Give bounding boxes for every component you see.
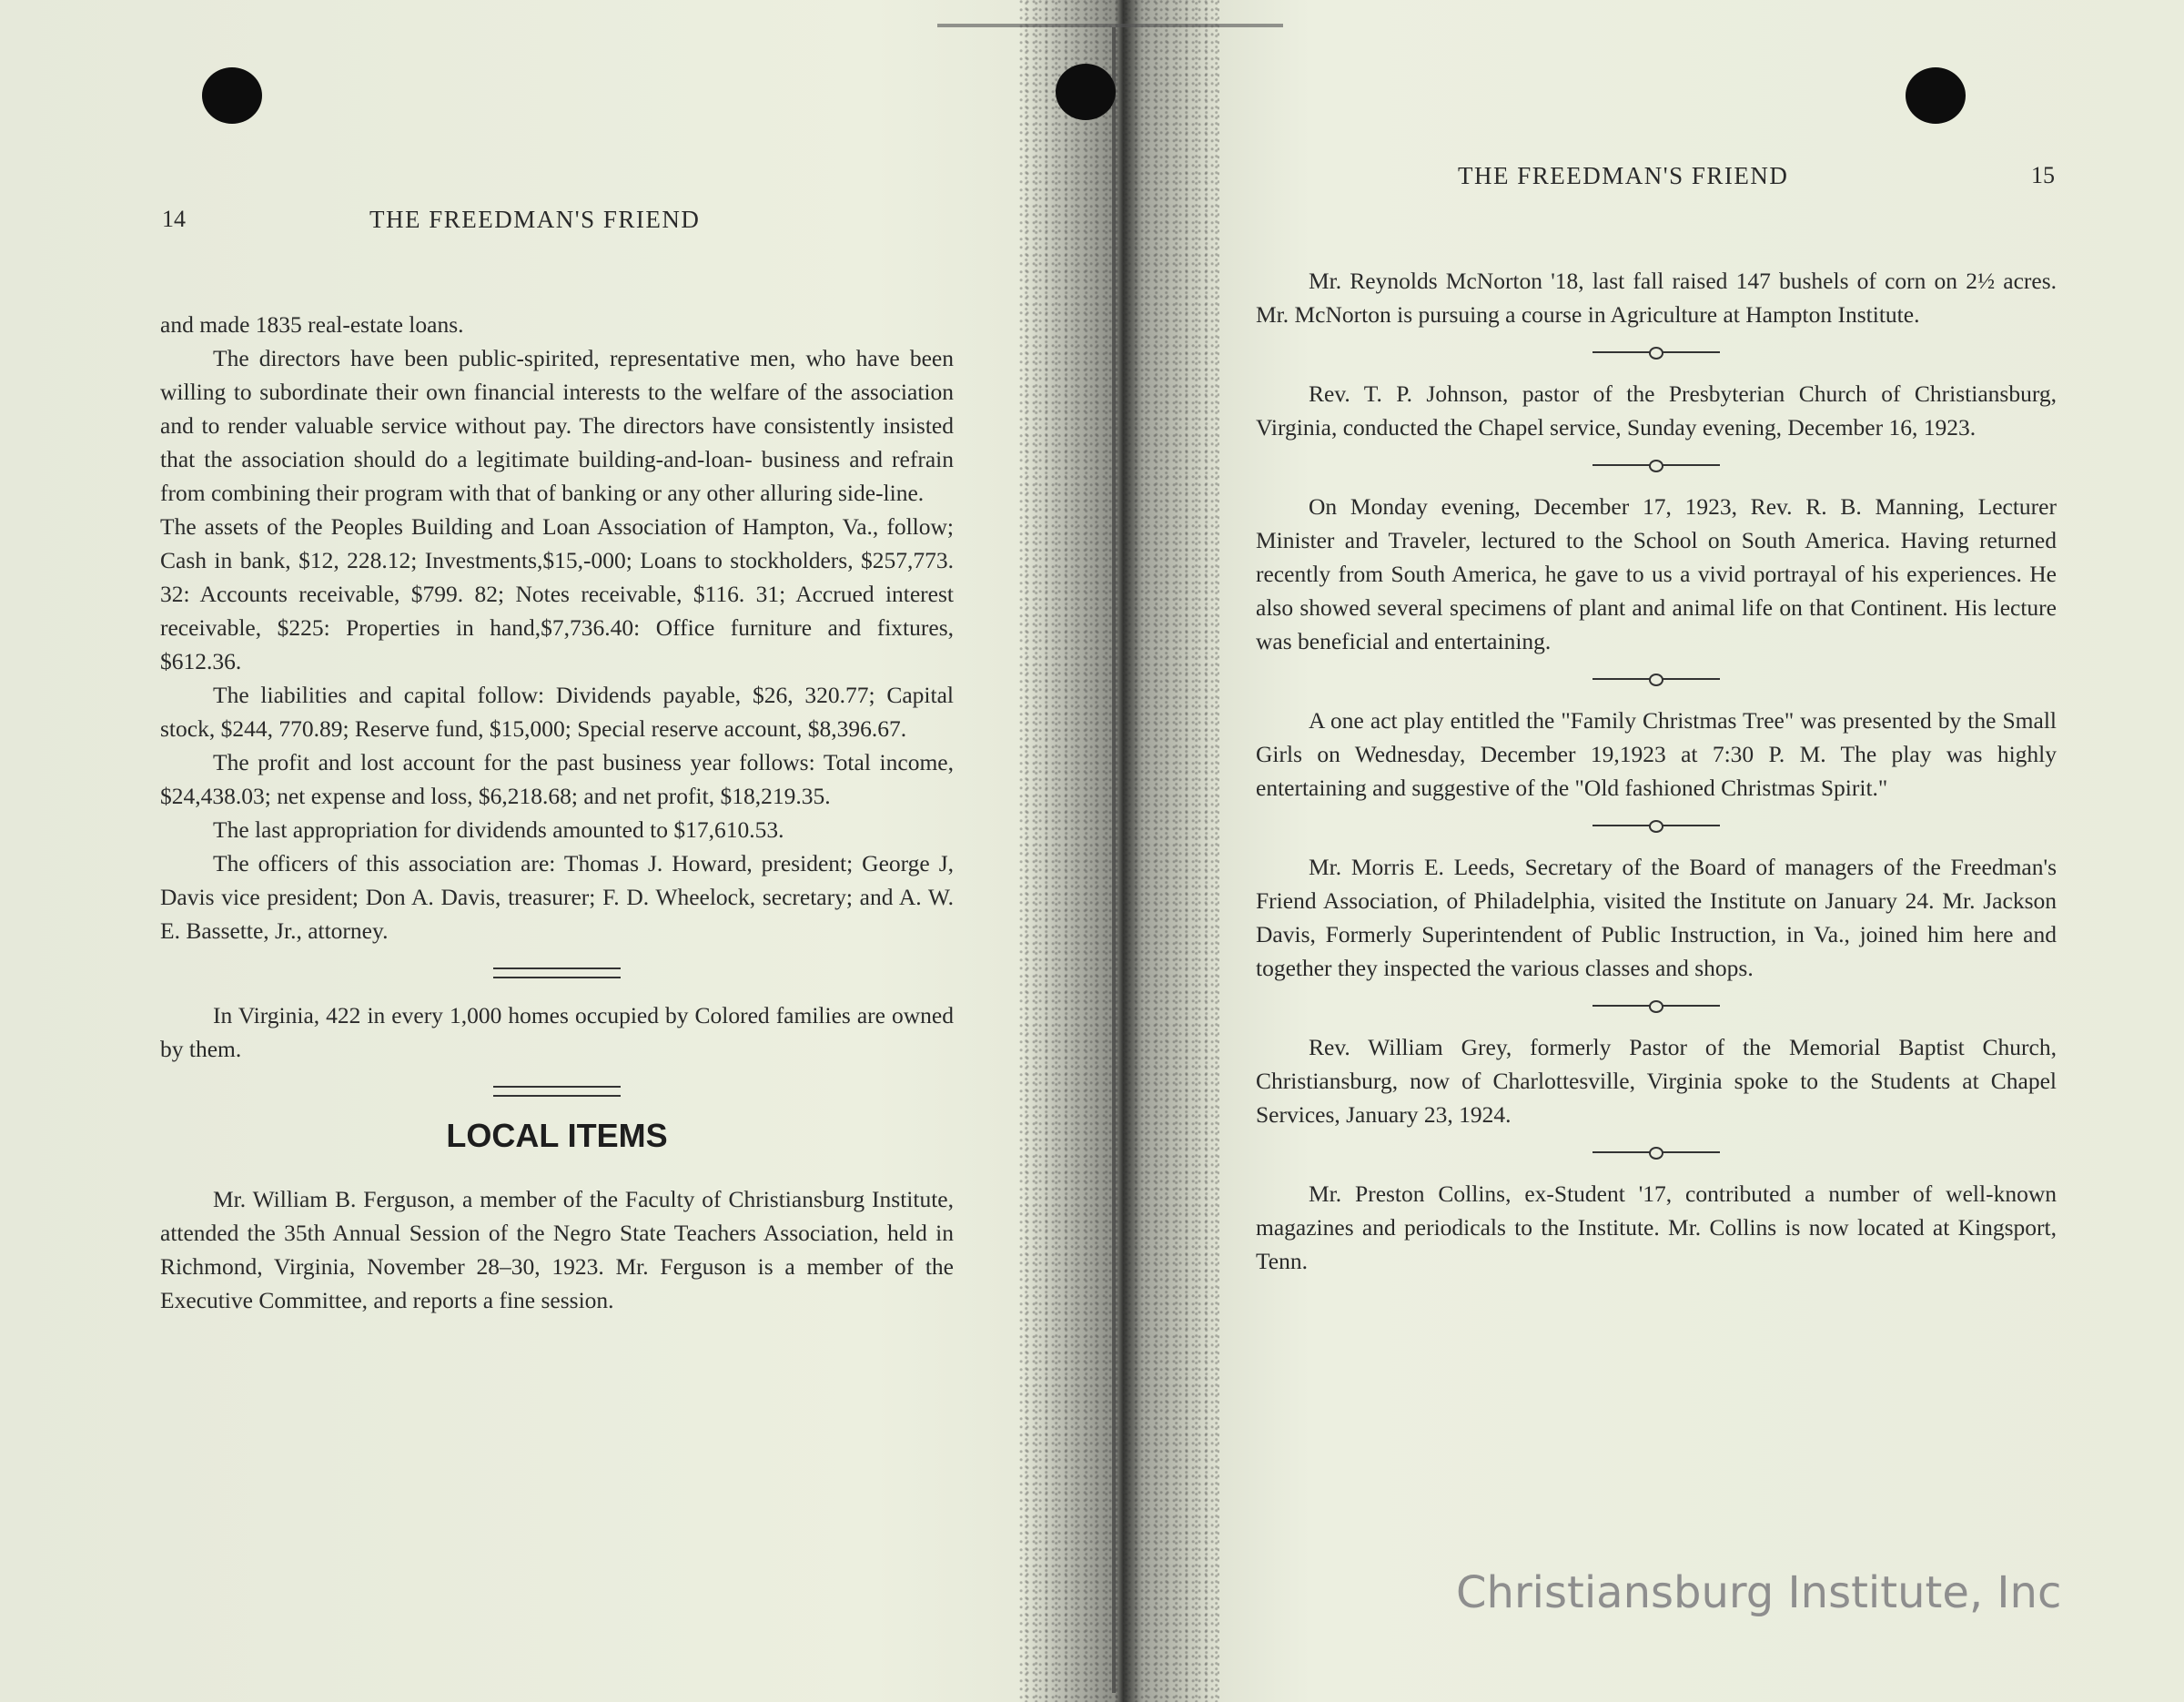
punch-hole-right xyxy=(1906,67,1966,124)
news-item: Rev. William Grey, formerly Pastor of the Memorial Baptist Church, Christiansburg, now of Charlottesville, Virginia spoke to the Students at Chapel Services, January 23, 1924. xyxy=(1256,1034,2057,1128)
paragraph: The assets of the Peoples Building and Loan Association of Hampton, Va., follow; Cash in bank, $12, 228.12; Investments,$15,-000; Loans to stockholders, $257,773. 32: Accounts receivable, $799. 82; Notes receivable, $116. 31; Accrued interest receivable, $225: Properties in hand,$7,736.40: Office furniture and fixtures, $612.36. xyxy=(160,513,954,674)
double-rule-divider xyxy=(493,1086,621,1097)
ornament-divider xyxy=(1592,999,1720,1012)
ornament-divider xyxy=(1592,459,1720,471)
punch-hole-center xyxy=(1056,64,1116,120)
paragraph: The directors have been public-spirited, representative men, who have been willing to subordinate their own financial interests to the welfare of the association and to render valuable service without pay. The directors have consistently insisted that the association should do a legitimate building-and-loan- business and refrain from combining their program with that of banking or any other alluring side-line. xyxy=(160,345,954,506)
ornament-divider xyxy=(1592,819,1720,832)
paragraph: The liabilities and capital follow: Dividends payable, $26, 320.77; Capital stock, $244, 770.89; Reserve fund, $15,000; Special reserve account, $8,396.67. xyxy=(160,682,954,742)
news-item: Mr. Morris E. Leeds, Secretary of the Board of managers of the Freedman's Friend Association, of Philadelphia, visited the Institute on January 24. Mr. Jackson Davis, Formerly Superintendent of Public Instruction, in Va., joined him here and together they inspected the various classes and shops. xyxy=(1256,854,2057,981)
running-head-left: THE FREEDMAN'S FRIEND xyxy=(369,206,701,233)
section-title: LOCAL ITEMS xyxy=(446,1117,668,1154)
ornament-divider xyxy=(1592,1146,1720,1159)
virginia-note: In Virginia, 422 in every 1,000 homes occupied by Colored families are owned by them. xyxy=(160,1002,954,1062)
paragraph: The last appropriation for dividends amounted to $17,610.53. xyxy=(213,816,784,843)
paragraph: The officers of this association are: Thomas J. Howard, president; George J, Davis vice president; Don A. Davis, treasurer; F. D. Wheelock, secretary; and A. W. E. Bassette, Jr., attorney. xyxy=(160,850,954,944)
ornament-divider xyxy=(1592,346,1720,359)
news-item: Mr. Reynolds McNorton '18, last fall raised 147 bushels of corn on 2½ acres. Mr. McNorton is pursuing a course in Agriculture at Hampton Institute. xyxy=(1256,268,2057,328)
paragraph: and made 1835 real-estate loans. xyxy=(160,311,464,338)
book-gutter xyxy=(1019,0,1219,1702)
news-item: Rev. T. P. Johnson, pastor of the Presbyterian Church of Christiansburg, Virginia, conducted the Chapel service, Sunday evening, December 16, 1923. xyxy=(1256,380,2057,441)
local-item: Mr. William B. Ferguson, a member of the Faculty of Christiansburg Institute, attended the 35th Annual Session of the Negro State Teachers Association, held in Richmond, Virginia, November 28–30, 1923. Mr. Ferguson is a member of the Executive Committee, and reports a fine session. xyxy=(160,1186,954,1313)
watermark: Christiansburg Institute, Inc xyxy=(1456,1567,2062,1618)
news-item: A one act play entitled the "Family Christmas Tree" was presented by the Small Girls on Wednesday, December 19,1923 at 7:30 P. M. The play was highly entertaining and suggestive of the "Old fashioned Christmas Spirit." xyxy=(1256,707,2057,801)
spine-line xyxy=(1112,27,1116,1693)
news-item: Mr. Preston Collins, ex-Student '17, contributed a number of well-known magazines and periodicals to the Institute. Mr. Collins is now located at Kingsport, Tenn. xyxy=(1256,1180,2057,1274)
ornament-divider xyxy=(1592,673,1720,685)
double-rule-divider xyxy=(493,968,621,978)
page-number-left: 14 xyxy=(162,206,186,232)
punch-hole-left xyxy=(202,67,262,124)
paragraph: The profit and lost account for the past business year follows: Total income, $24,438.03; net expense and loss, $6,218.68; and net profit, $18,219.35. xyxy=(160,749,954,809)
right-page-body xyxy=(1256,264,2057,1278)
left-page-body xyxy=(160,308,954,1317)
page-number-right: 15 xyxy=(2031,162,2055,188)
news-item: On Monday evening, December 17, 1923, Rev. R. B. Manning, Lecturer Minister and Traveler, lectured to the School on South America. Having returned recently from South America, he gave to us a vivid portrayal of his experiences. He also showed several specimens of plant and animal life on that Continent. His lecture was beneficial and entertaining. xyxy=(1256,493,2057,654)
page-top-edge xyxy=(937,24,1283,27)
running-head-right: THE FREEDMAN'S FRIEND xyxy=(1458,162,1789,189)
